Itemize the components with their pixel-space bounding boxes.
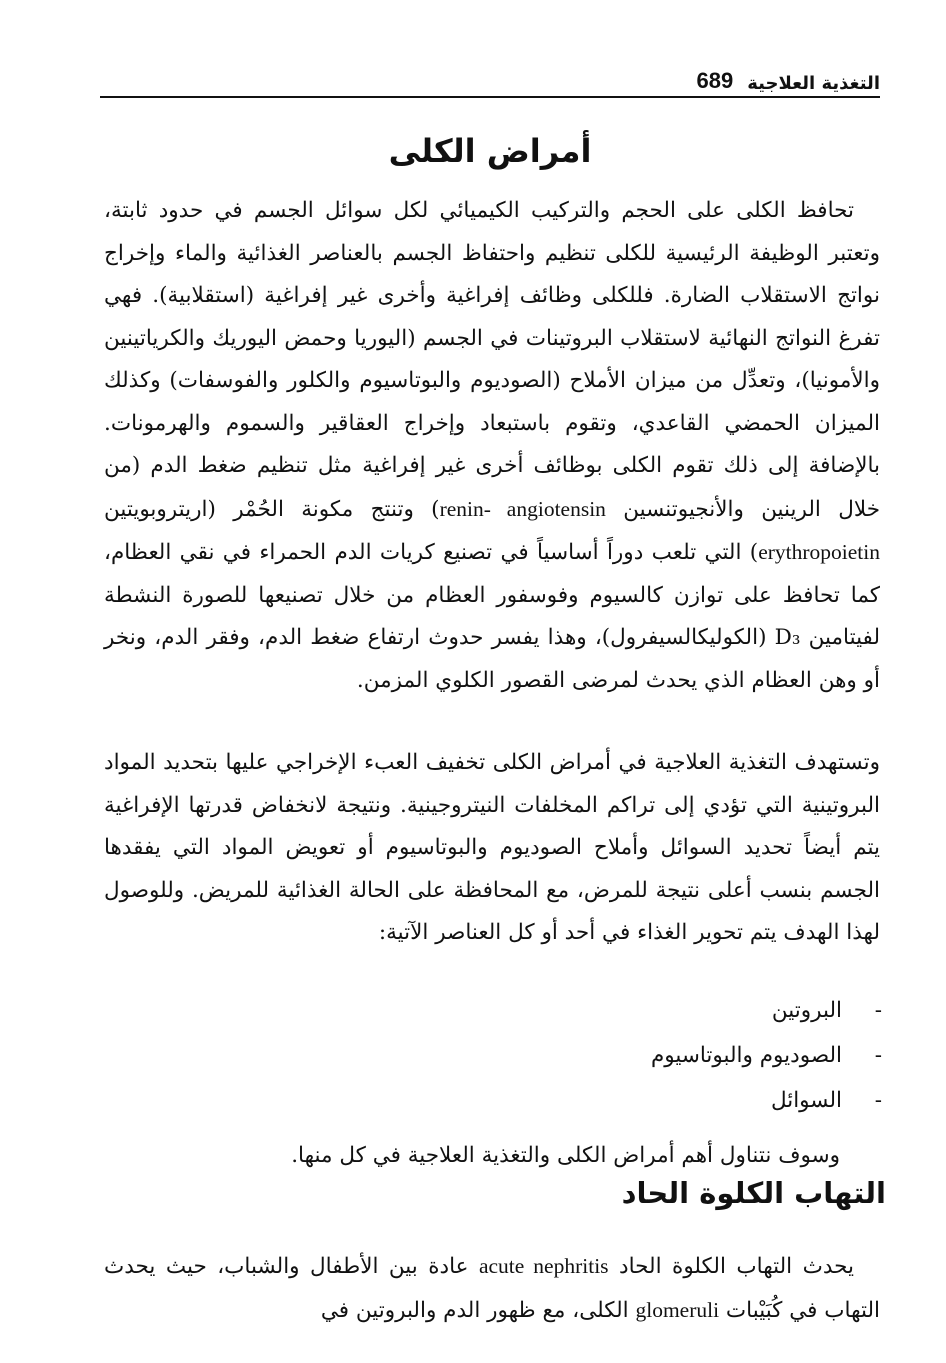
- latin-term-glomeruli: glomeruli: [635, 1297, 720, 1322]
- intro-text-part-1: تحافظ الكلى على الحجم والتركيب الكيميائي لكل سوائل الجسم في حدود ثابتة، وتعتبر الوظيفة الرئيسية للكلى تنظيم واحتفاظ الجسم بالعناصر الغذائية والماء وإخراج نواتج الاستقلاب الضارة. فللكلى وظائف إفراغية وأخرى غير إفراغية (استقلابية). فهي تفرغ النواتج النهائية لاستقلاب البروتينات في الجسم (اليوريا وحمض اليوريك والكرياتينين والأمونيا)، وتعدِّل من ميزان الأملاح (الصوديوم والبوتاسيوم والكلور والفوسفات) وكذلك الميزان الحمضي القاعدي، وتقوم باستبعاد وإخراج العقاقير والسموم والهرمونات. بالإضافة إلى ذلك تقوم الكلى بوظائف أخرى غير إفراغية مثل تنظيم ضغط الدم (من خلال الرينين والأنجيوتنسين: [104, 198, 880, 522]
- running-header: [100, 62, 880, 98]
- nephritis-text-part-3: الكلى، مع ظهور الدم والبروتين في: [320, 1297, 636, 1323]
- section-title: التهاب الكلوة الحاد: [621, 1176, 886, 1210]
- page-number: 689: [696, 68, 734, 93]
- list-item: [482, 988, 882, 1033]
- list-dash: -: [874, 1043, 882, 1068]
- intro-text-part-2: ) وتنتج مكونة الحُمْر (اريتروبويتين: [104, 496, 440, 522]
- nephritis-text-part-2: عادة بين الأطفال والشباب، حيث يحدث التهاب في كُبَيْبات: [104, 1254, 880, 1323]
- nephritis-paragraph: [104, 1245, 880, 1332]
- header-title: التغذية العلاجية: [747, 73, 880, 94]
- list-dash: -: [874, 998, 882, 1023]
- nephritis-text-part-1: يحدث التهاب الكلوة الحاد: [608, 1254, 855, 1279]
- list-item-label: الصوديوم والبوتاسيوم: [650, 1043, 842, 1068]
- list-item: [482, 1078, 882, 1123]
- list-dash: -: [874, 1088, 882, 1113]
- latin-term-renin-angiotensin: renin- angiotensin: [439, 496, 606, 521]
- closing-sentence: وسوف نتناول أهم أمراض الكلى والتغذية العلاجية في كل منها.: [291, 1143, 840, 1168]
- intro-text-part-3: ) التي تلعب دوراً أساسياً في تصنيع كريات الدم الحمراء في نقي العظام، كما تحافظ على توازن كالسيوم وفوسفور العظام من خلال تصنيعها للصورة النشطة لفيتامين D₃ (الكوليكالسيفرول)، وهذا يفسر حدوث ارتفاع ضغط الدم، وفقر الدم، ونخر أو وهن العظام الذي يحدث لمرضى القصور الكلوي المزمن.: [104, 540, 880, 693]
- intro-paragraph: [104, 190, 880, 702]
- diet-elements-list: [482, 988, 882, 1123]
- therapy-goal-paragraph: وتستهدف التغذية العلاجية في أمراض الكلى تخفيف العبء الإخراجي عليها بتحديد المواد البروتينية التي تؤدي إلى تراكم المخلفات النيتروجينية. ونتيجة لانخفاض قدرتها الإفراغية يتم أيضاً تحديد السوائل وأملاح الصوديوم والبوتاسيوم أو تعويض المواد التي يفقدها الجسم بنسب أعلى نتيجة للمرض، مع المحافظة على الحالة الغذائية للمريض. وللوصول لهذا الهدف يتم تحوير الغذاء في أحد أو كل العناصر الآتية:: [104, 750, 880, 945]
- chapter-title: أمراض الكلى: [388, 132, 592, 170]
- latin-term-erythropoietin: erythropoietin: [758, 540, 880, 564]
- list-item: [482, 1033, 882, 1078]
- list-item-label: البروتين: [771, 998, 842, 1023]
- latin-term-acute-nephritis: acute nephritis: [478, 1254, 609, 1278]
- list-item-label: السوائل: [770, 1088, 842, 1113]
